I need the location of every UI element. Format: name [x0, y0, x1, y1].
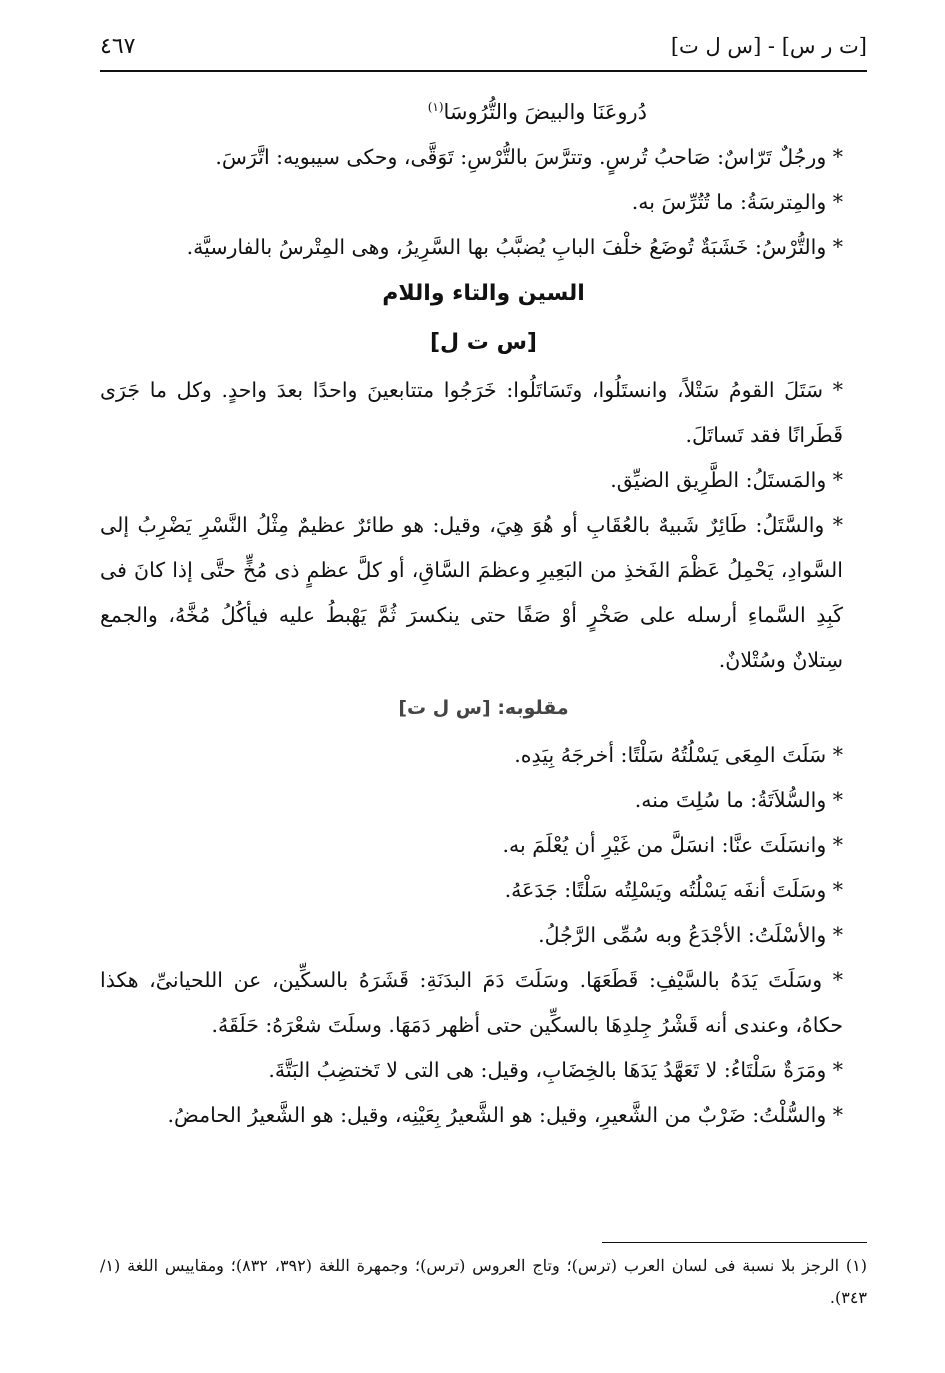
footnote-ref: (١): [427, 100, 444, 114]
entry-mitrasa: * والمِترسَةُ: ما تُتُرِّسَ به.: [631, 190, 843, 214]
running-title: [ت ر س] - [س ل ت]: [670, 34, 867, 58]
section-title: السين والتاء واللام: [382, 281, 585, 306]
entry-aslat: * والأسْلَتُ: الأجْدَعُ وبه سُمِّى الرَّجُلُ.: [538, 923, 843, 947]
footnote: (١) الرجز بلا نسبة فى لسان العرب (ترس)؛ وتاج العروس (ترس)؛ وجمهرة اللغة (٣٩٢، ٨٣٢)؛ ومقاييس اللغة (١/ ٣٤٣).: [100, 1256, 868, 1307]
footnote-rule: [602, 1242, 867, 1243]
header-rule: [100, 70, 867, 72]
entry-salata-anf: * وسَلَتَ أنفَه يَسْلُتُه ويَسْلِتُه سَلْتًا: جَدَعَهُ.: [504, 878, 843, 902]
page-header: [100, 28, 867, 64]
sub-title: مقلوبه: [س ل ت]: [398, 697, 569, 719]
verse-line: [100, 84, 647, 135]
verse-text: دُروعَنَا والبيضَ والتُّرُوسَا: [443, 100, 647, 124]
entry-salta: * ومَرَةٌ سَلْتَاءُ: لا تَعَهَّدُ يَدَهَا بالخِضَابِ، وقيل: هى التى لا تَختضِبُ البَتَّةَ.: [268, 1058, 843, 1082]
entry-tarras: * ورجُلٌ تَرّاسٌ: صَاحبُ تُرسٍ. وتترَّسَ بالتُّرْسِ: تَوَقَّى، وحكى سيبويه: اتَّرَسَ.: [215, 145, 843, 169]
entry-insalata: * وانسَلَتَ عنَّا: انسَلَّ من غَيْرِ أن يُعْلَمَ به.: [502, 833, 843, 857]
entry-salata: * سَلَتَ المِعَى يَسْلُتُهُ سَلْتًا: أخرجَهُ بِيَدِه.: [514, 743, 843, 767]
entry-mastal: * والمَستَلُ: الطَّرِيق الضيِّق.: [610, 468, 843, 492]
entry-salata-yad: * وسَلَتَ يَدَهُ بالسَّيْفِ: قَطَعَهَا. وسَلَتَ دَمَ البدَنَةِ: قَشَرَهُ بالسكِّين، عن اللحيانىِّ، هكذا حكاهُ، وعندى أنه قَشْرُ جِلدِهَا بالسكِّين حتى أظهر دَمَهَا. وسلَتَ شعْرَهُ: حَلَقَهُ.: [100, 968, 843, 1037]
entry-sulata: * والسُّلاَتَةُ: ما سُلِتَ منه.: [634, 788, 843, 812]
entry-satal-bird: * والسَّتَلُ: طَائِرٌ شَبيهٌ بالعُقَابِ أو هُوَ هِيَ، وقيل: هو طائرٌ عظيمٌ مِثْلُ النَّسْرِ يَضْرِبُ إلى السَّوادِ، يَحْمِلُ عَظْمَ الفَخذِ من البَعِيرِ وعظمَ السَّاقِ، أو كلَّ عظمٍ ذى مُخٍّ حتَّى إذا كانَ فى كَبِدِ السَّماءِ أرسله على صَخْرٍ أوْ صَفًا حتى ينكسرَ ثُمَّ يَهْبطُ عليه فيأكُلُ مُخَّهُ، والجمع سِتلانٌ وسُتْلانٌ.: [100, 513, 843, 672]
root-title: [س ت ل]: [430, 330, 537, 355]
entry-turs: * والتُّرْسُ: خَشَبَةٌ تُوضَعُ خلْفَ البابِ يُضبَّبُ بها السَّرِيرُ، وهى المِتْرسُ بالفارسيَّة.: [186, 235, 843, 259]
entry-sult: * والسُّلْتُ: ضَرْبٌ من الشَّعيرِ، وقيل: هو الشَّعيرُ بِعَيْنِه، وقيل: هو الشَّعيرُ الحامضُ.: [167, 1103, 843, 1127]
page-body: [100, 84, 867, 1138]
entry-satala: * سَتَلَ القومُ سَتْلاً، وانستَلُوا، وتَسَاتَلُوا: خَرَجُوا متتابعينَ واحدًا بعدَ واحدٍ. وكل ما جَرَى قَطَرانًا فقد تَساتَلَ.: [100, 378, 843, 447]
page-number: ٤٦٧: [100, 33, 136, 59]
